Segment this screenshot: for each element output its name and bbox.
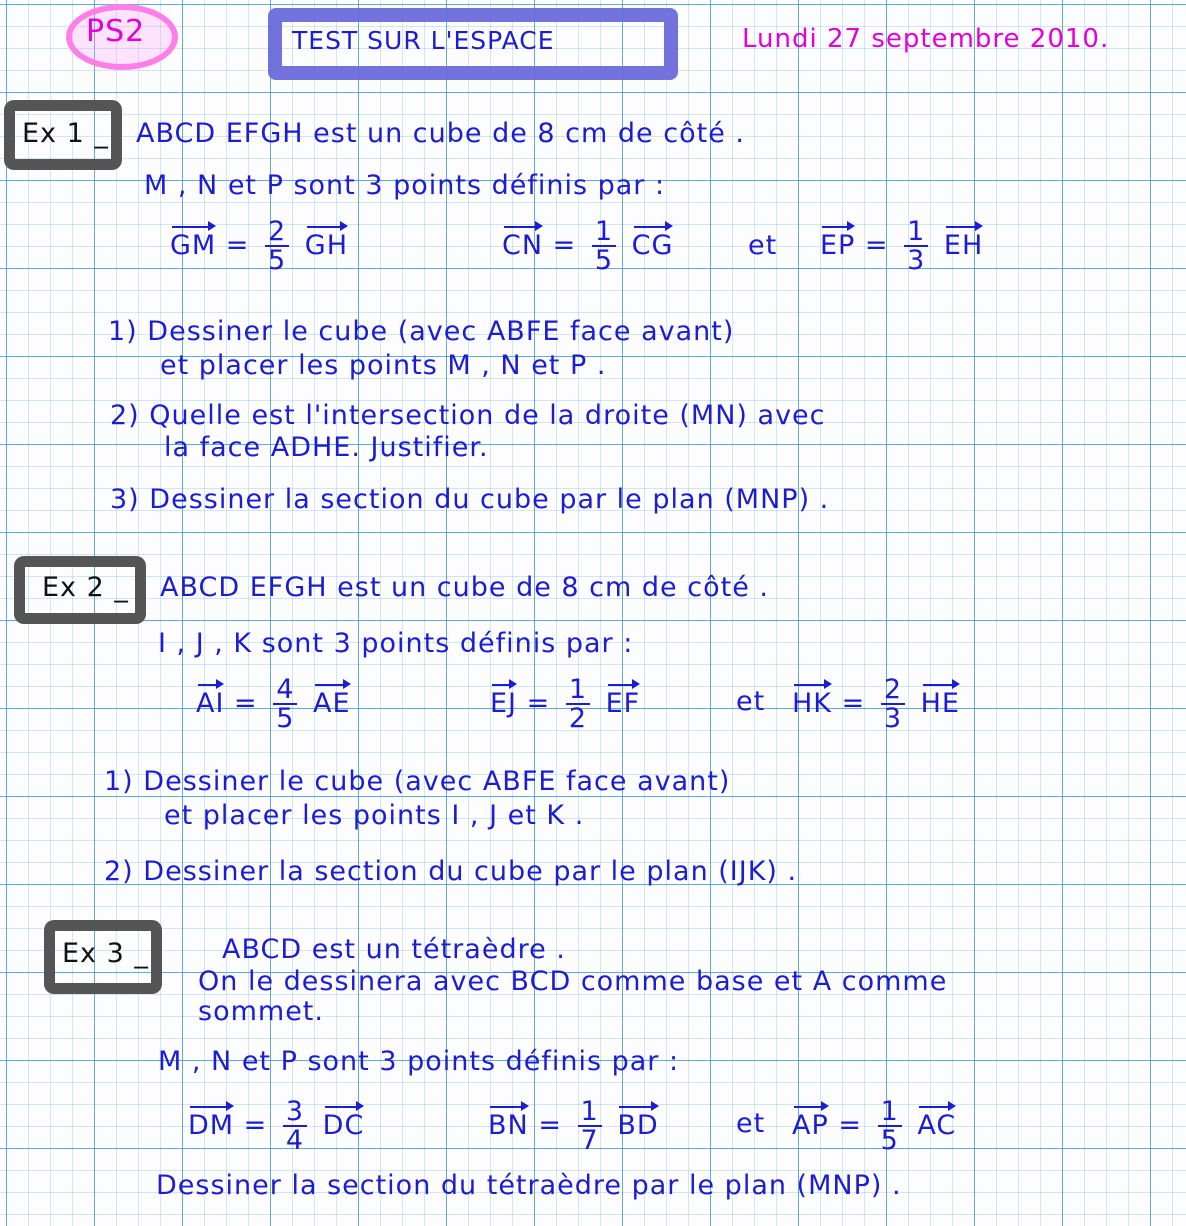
ex2-equation-3: HK = $\frac{2}{3}$ HE — [792, 674, 960, 734]
ex3-label: Ex 3 _ — [62, 938, 149, 969]
fraction-1-5: $\frac{1}{5}$ — [592, 218, 616, 274]
ex3-instruction: On le dessinera avec BCD comme base et A comme — [198, 966, 948, 997]
vector-ef: EF — [605, 687, 641, 719]
ex2-points-intro: I , J , K sont 3 points définis par : — [158, 628, 634, 659]
vector-bn: BN — [488, 1109, 529, 1141]
ex1-equation-1: GM = $\frac{2}{5}$ GH — [170, 216, 349, 276]
vector-gm: GM — [170, 229, 217, 261]
vector-cn: CN — [502, 229, 544, 261]
vector-ej: EJ — [490, 687, 518, 719]
ex1-question-2a: 2) Quelle est l'intersection de la droite (MN) avec — [110, 400, 826, 431]
ps2-badge: PS2 — [86, 14, 146, 49]
ex1-question-3: 3) Dessiner la section du cube par le plan (MNP) . — [110, 484, 830, 515]
vector-ac: AC — [917, 1109, 957, 1141]
ex2-label: Ex 2 _ — [42, 572, 129, 603]
ex1-question-1b: et placer les points M , N et P . — [160, 350, 607, 381]
vector-ai: AI — [196, 687, 225, 719]
fraction-1-2: $\frac{1}{2}$ — [566, 676, 590, 732]
ex2-question-1b: et placer les points I , J et K . — [164, 800, 585, 831]
ex2-equation-1: AI = $\frac{4}{5}$ AE — [196, 674, 351, 734]
ex3-equation-3: AP = $\frac{1}{5}$ AC — [792, 1096, 957, 1156]
ex1-equation-3: EP = $\frac{1}{3}$ EH — [820, 216, 984, 276]
ex1-equation-2: CN = $\frac{1}{5}$ CG — [502, 216, 674, 276]
ex3-points-intro: M , N et P sont 3 points définis par : — [158, 1046, 680, 1077]
ex3-statement: ABCD est un tétraèdre . — [222, 934, 566, 965]
ex3-et: et — [736, 1108, 766, 1139]
ex1-statement: ABCD EFGH est un cube de 8 cm de côté . — [136, 118, 745, 149]
fraction-3-4: $\frac{3}{4}$ — [283, 1098, 307, 1154]
page-title: TEST SUR L'ESPACE — [292, 26, 555, 55]
fraction-4-5: $\frac{4}{5}$ — [273, 676, 297, 732]
ex3-equation-2: BN = $\frac{1}{7}$ BD — [488, 1096, 659, 1156]
vector-bd: BD — [617, 1109, 659, 1141]
ex1-points-intro: M , N et P sont 3 points définis par : — [144, 170, 666, 201]
vector-hk: HK — [792, 687, 833, 719]
fraction-1-7: $\frac{1}{7}$ — [578, 1098, 602, 1154]
ex2-statement: ABCD EFGH est un cube de 8 cm de côté . — [160, 572, 769, 603]
ex2-et: et — [736, 686, 766, 717]
ex3-instruction-cont: sommet. — [198, 996, 324, 1027]
ex3-equation-1: DM = $\frac{3}{4}$ DC — [188, 1096, 365, 1156]
vector-he: HE — [920, 687, 960, 719]
ex1-et: et — [748, 230, 778, 261]
vector-ap: AP — [792, 1109, 829, 1141]
vector-dm: DM — [188, 1109, 235, 1141]
fraction-1-3: $\frac{1}{3}$ — [904, 218, 928, 274]
ex2-question-1a: 1) Dessiner le cube (avec ABFE face avant) — [104, 766, 731, 797]
ex1-question-2b: la face ADHE. Justifier. — [164, 432, 489, 463]
vector-cg: CG — [631, 229, 674, 261]
vector-ae: AE — [313, 687, 351, 719]
fraction-2-3: $\frac{2}{3}$ — [881, 676, 905, 732]
ex2-question-2: 2) Dessiner la section du cube par le plan (IJK) . — [104, 856, 798, 887]
fraction-2-5: $\frac{2}{5}$ — [265, 218, 289, 274]
ex1-label: Ex 1 _ — [22, 118, 109, 149]
vector-dc: DC — [322, 1109, 365, 1141]
ex2-equation-2: EJ = $\frac{1}{2}$ EF — [490, 674, 641, 734]
ex1-question-1a: 1) Dessiner le cube (avec ABFE face avant) — [108, 316, 735, 347]
vector-gh: GH — [304, 229, 349, 261]
vector-eh: EH — [943, 229, 984, 261]
vector-ep: EP — [820, 229, 856, 261]
ex3-question: Dessiner la section du tétraèdre par le plan (MNP) . — [156, 1170, 902, 1201]
fraction-1-5b: $\frac{1}{5}$ — [878, 1098, 902, 1154]
date: Lundi 27 septembre 2010. — [742, 24, 1110, 54]
